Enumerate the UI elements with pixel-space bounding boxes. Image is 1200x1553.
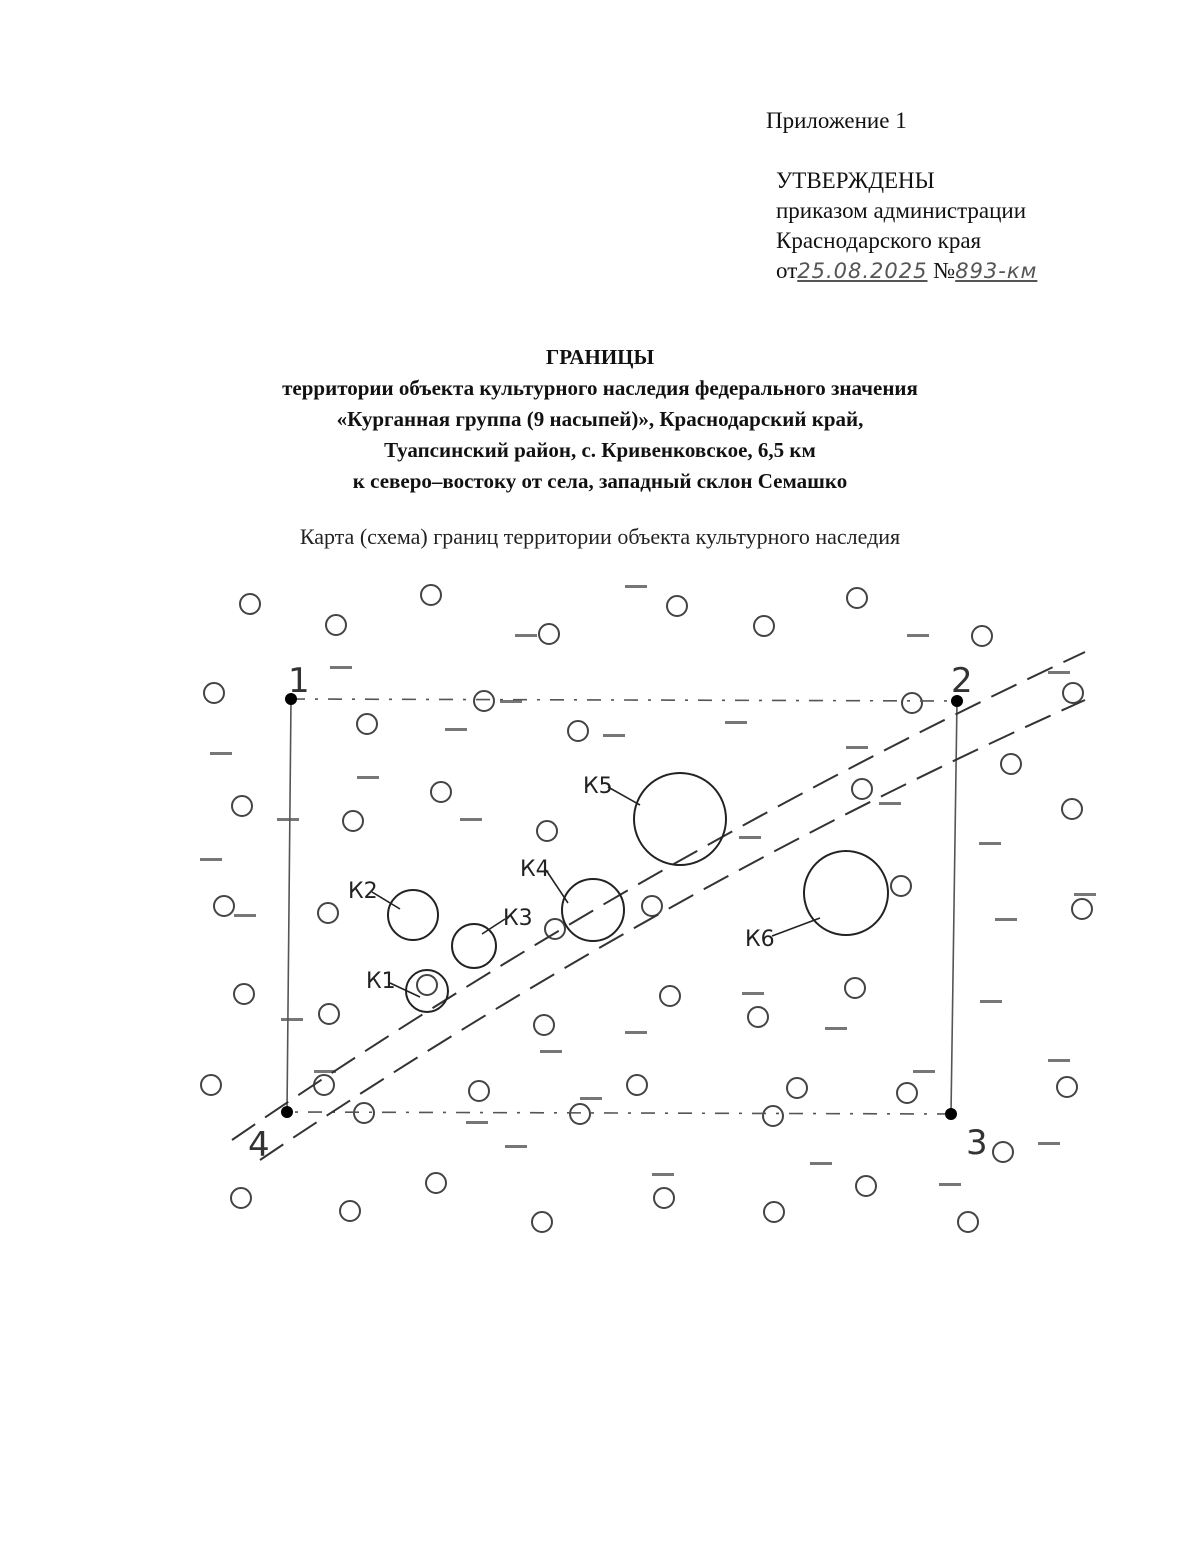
mound-label-k1: К1 xyxy=(366,969,396,994)
survey-point xyxy=(856,1176,876,1196)
survey-point xyxy=(847,588,867,608)
survey-point xyxy=(240,594,260,614)
survey-point xyxy=(532,1212,552,1232)
mound-label-k4: К4 xyxy=(520,857,550,882)
title-line: к северо–востоку от села, западный склон Семашко xyxy=(352,469,848,493)
elevation-mark xyxy=(505,1145,527,1148)
title-line: «Курганная группа (9 насыпей)», Краснодарский край, xyxy=(336,407,864,431)
survey-point xyxy=(902,693,922,713)
survey-point xyxy=(642,896,662,916)
elevation-mark xyxy=(810,1162,832,1165)
survey-point xyxy=(1072,899,1092,919)
mound-k6 xyxy=(804,851,888,935)
elevation-mark xyxy=(466,1121,488,1124)
elevation-mark xyxy=(939,1183,961,1186)
elevation-mark xyxy=(580,1097,602,1100)
survey-point xyxy=(214,896,234,916)
elevation-mark xyxy=(879,802,901,805)
elevation-mark xyxy=(1048,671,1070,674)
survey-point xyxy=(545,919,565,939)
elevation-mark xyxy=(357,776,379,779)
survey-point xyxy=(1062,799,1082,819)
survey-point xyxy=(1063,683,1083,703)
survey-point xyxy=(748,1007,768,1027)
elevation-mark xyxy=(277,818,299,821)
elevation-mark xyxy=(907,634,929,637)
elevation-mark xyxy=(200,858,222,861)
survey-point xyxy=(852,779,872,799)
territory-boundary xyxy=(287,699,957,1114)
elevation-mark xyxy=(739,836,761,839)
elevation-mark xyxy=(1048,1059,1070,1062)
mound-label-k6: К6 xyxy=(745,927,775,952)
survey-point xyxy=(314,1075,334,1095)
elevation-mark xyxy=(1038,1142,1060,1145)
elevation-mark xyxy=(742,992,764,995)
survey-point xyxy=(897,1083,917,1103)
title-line: Туапсинский район, с. Кривенковское, 6,5 км xyxy=(384,438,816,462)
corner-point-4 xyxy=(281,1106,293,1118)
survey-point xyxy=(568,721,588,741)
elevation-mark xyxy=(846,746,868,749)
survey-point xyxy=(469,1081,489,1101)
elevation-mark xyxy=(460,818,482,821)
survey-point xyxy=(340,1201,360,1221)
survey-point xyxy=(204,683,224,703)
survey-point xyxy=(627,1075,647,1095)
survey-point xyxy=(319,1004,339,1024)
survey-point xyxy=(357,714,377,734)
elevation-mark xyxy=(980,1000,1002,1003)
corner-label-4: 4 xyxy=(248,1125,270,1165)
survey-point xyxy=(787,1078,807,1098)
corner-point-3 xyxy=(945,1108,957,1120)
survey-point xyxy=(1001,754,1021,774)
mound-label-k2: К2 xyxy=(348,879,378,904)
survey-point xyxy=(667,596,687,616)
survey-point xyxy=(891,876,911,896)
survey-point xyxy=(764,1202,784,1222)
elevation-mark xyxy=(625,1031,647,1034)
survey-point xyxy=(845,978,865,998)
elevation-mark xyxy=(979,842,1001,845)
elevation-mark xyxy=(515,634,537,637)
survey-point xyxy=(958,1212,978,1232)
survey-point xyxy=(1057,1077,1077,1097)
order-date: 25.08.2025 xyxy=(797,259,928,283)
approved-line: УТВЕРЖДЕНЫ xyxy=(776,168,935,193)
survey-point xyxy=(234,984,254,1004)
order-number: 893-км xyxy=(955,259,1038,283)
elevation-mark xyxy=(913,1070,935,1073)
survey-point xyxy=(534,1015,554,1035)
approved-line: Краснодарского края xyxy=(776,228,982,253)
elevation-mark xyxy=(825,1027,847,1030)
survey-point xyxy=(231,1188,251,1208)
mounds xyxy=(388,773,888,1012)
order-no-sign: № xyxy=(933,258,956,283)
survey-point xyxy=(993,1142,1013,1162)
elevation-mark xyxy=(445,728,467,731)
mound-k1 xyxy=(406,970,448,1012)
survey-point xyxy=(539,624,559,644)
mound-k3 xyxy=(452,924,496,968)
survey-point xyxy=(654,1188,674,1208)
corner-label-3: 3 xyxy=(966,1123,988,1163)
survey-point xyxy=(570,1104,590,1124)
survey-point xyxy=(474,691,494,711)
corner-label-1: 1 xyxy=(288,661,310,701)
survey-point xyxy=(326,615,346,635)
survey-point xyxy=(763,1106,783,1126)
elevation-mark xyxy=(652,1173,674,1176)
map-caption: Карта (схема) границ территории объекта культурного наследия xyxy=(299,524,901,549)
mound-label-k5: К5 xyxy=(583,774,613,799)
survey-point xyxy=(754,616,774,636)
survey-point xyxy=(972,626,992,646)
survey-point xyxy=(201,1075,221,1095)
elevation-mark xyxy=(210,752,232,755)
elevation-mark xyxy=(540,1050,562,1053)
elevation-mark xyxy=(995,918,1017,921)
elevation-mark xyxy=(725,721,747,724)
order-prefix: от xyxy=(776,258,798,283)
survey-point xyxy=(318,903,338,923)
mound-leader-lines xyxy=(372,787,820,997)
mound-label-k3: К3 xyxy=(503,906,533,931)
survey-point xyxy=(343,811,363,831)
survey-point xyxy=(421,585,441,605)
elevation-mark xyxy=(1074,893,1096,896)
survey-point xyxy=(537,821,557,841)
survey-point xyxy=(232,796,252,816)
survey-point xyxy=(417,975,437,995)
appendix-label: Приложение 1 xyxy=(766,108,907,133)
survey-point xyxy=(431,782,451,802)
title-line: территории объекта культурного наследия федерального значения xyxy=(282,376,918,400)
survey-point xyxy=(660,986,680,1006)
corner-label-2: 2 xyxy=(951,661,973,701)
approved-line: приказом администрации xyxy=(776,198,1027,223)
survey-point xyxy=(426,1173,446,1193)
title-heading: ГРАНИЦЫ xyxy=(545,345,655,369)
elevation-mark xyxy=(625,585,647,588)
elevation-mark xyxy=(330,666,352,669)
mound-k2 xyxy=(388,890,438,940)
elevation-mark xyxy=(603,734,625,737)
elevation-mark xyxy=(234,914,256,917)
elevation-mark xyxy=(281,1018,303,1021)
mound-k4 xyxy=(562,879,624,941)
mound-k5 xyxy=(634,773,726,865)
corner-points xyxy=(281,693,963,1120)
